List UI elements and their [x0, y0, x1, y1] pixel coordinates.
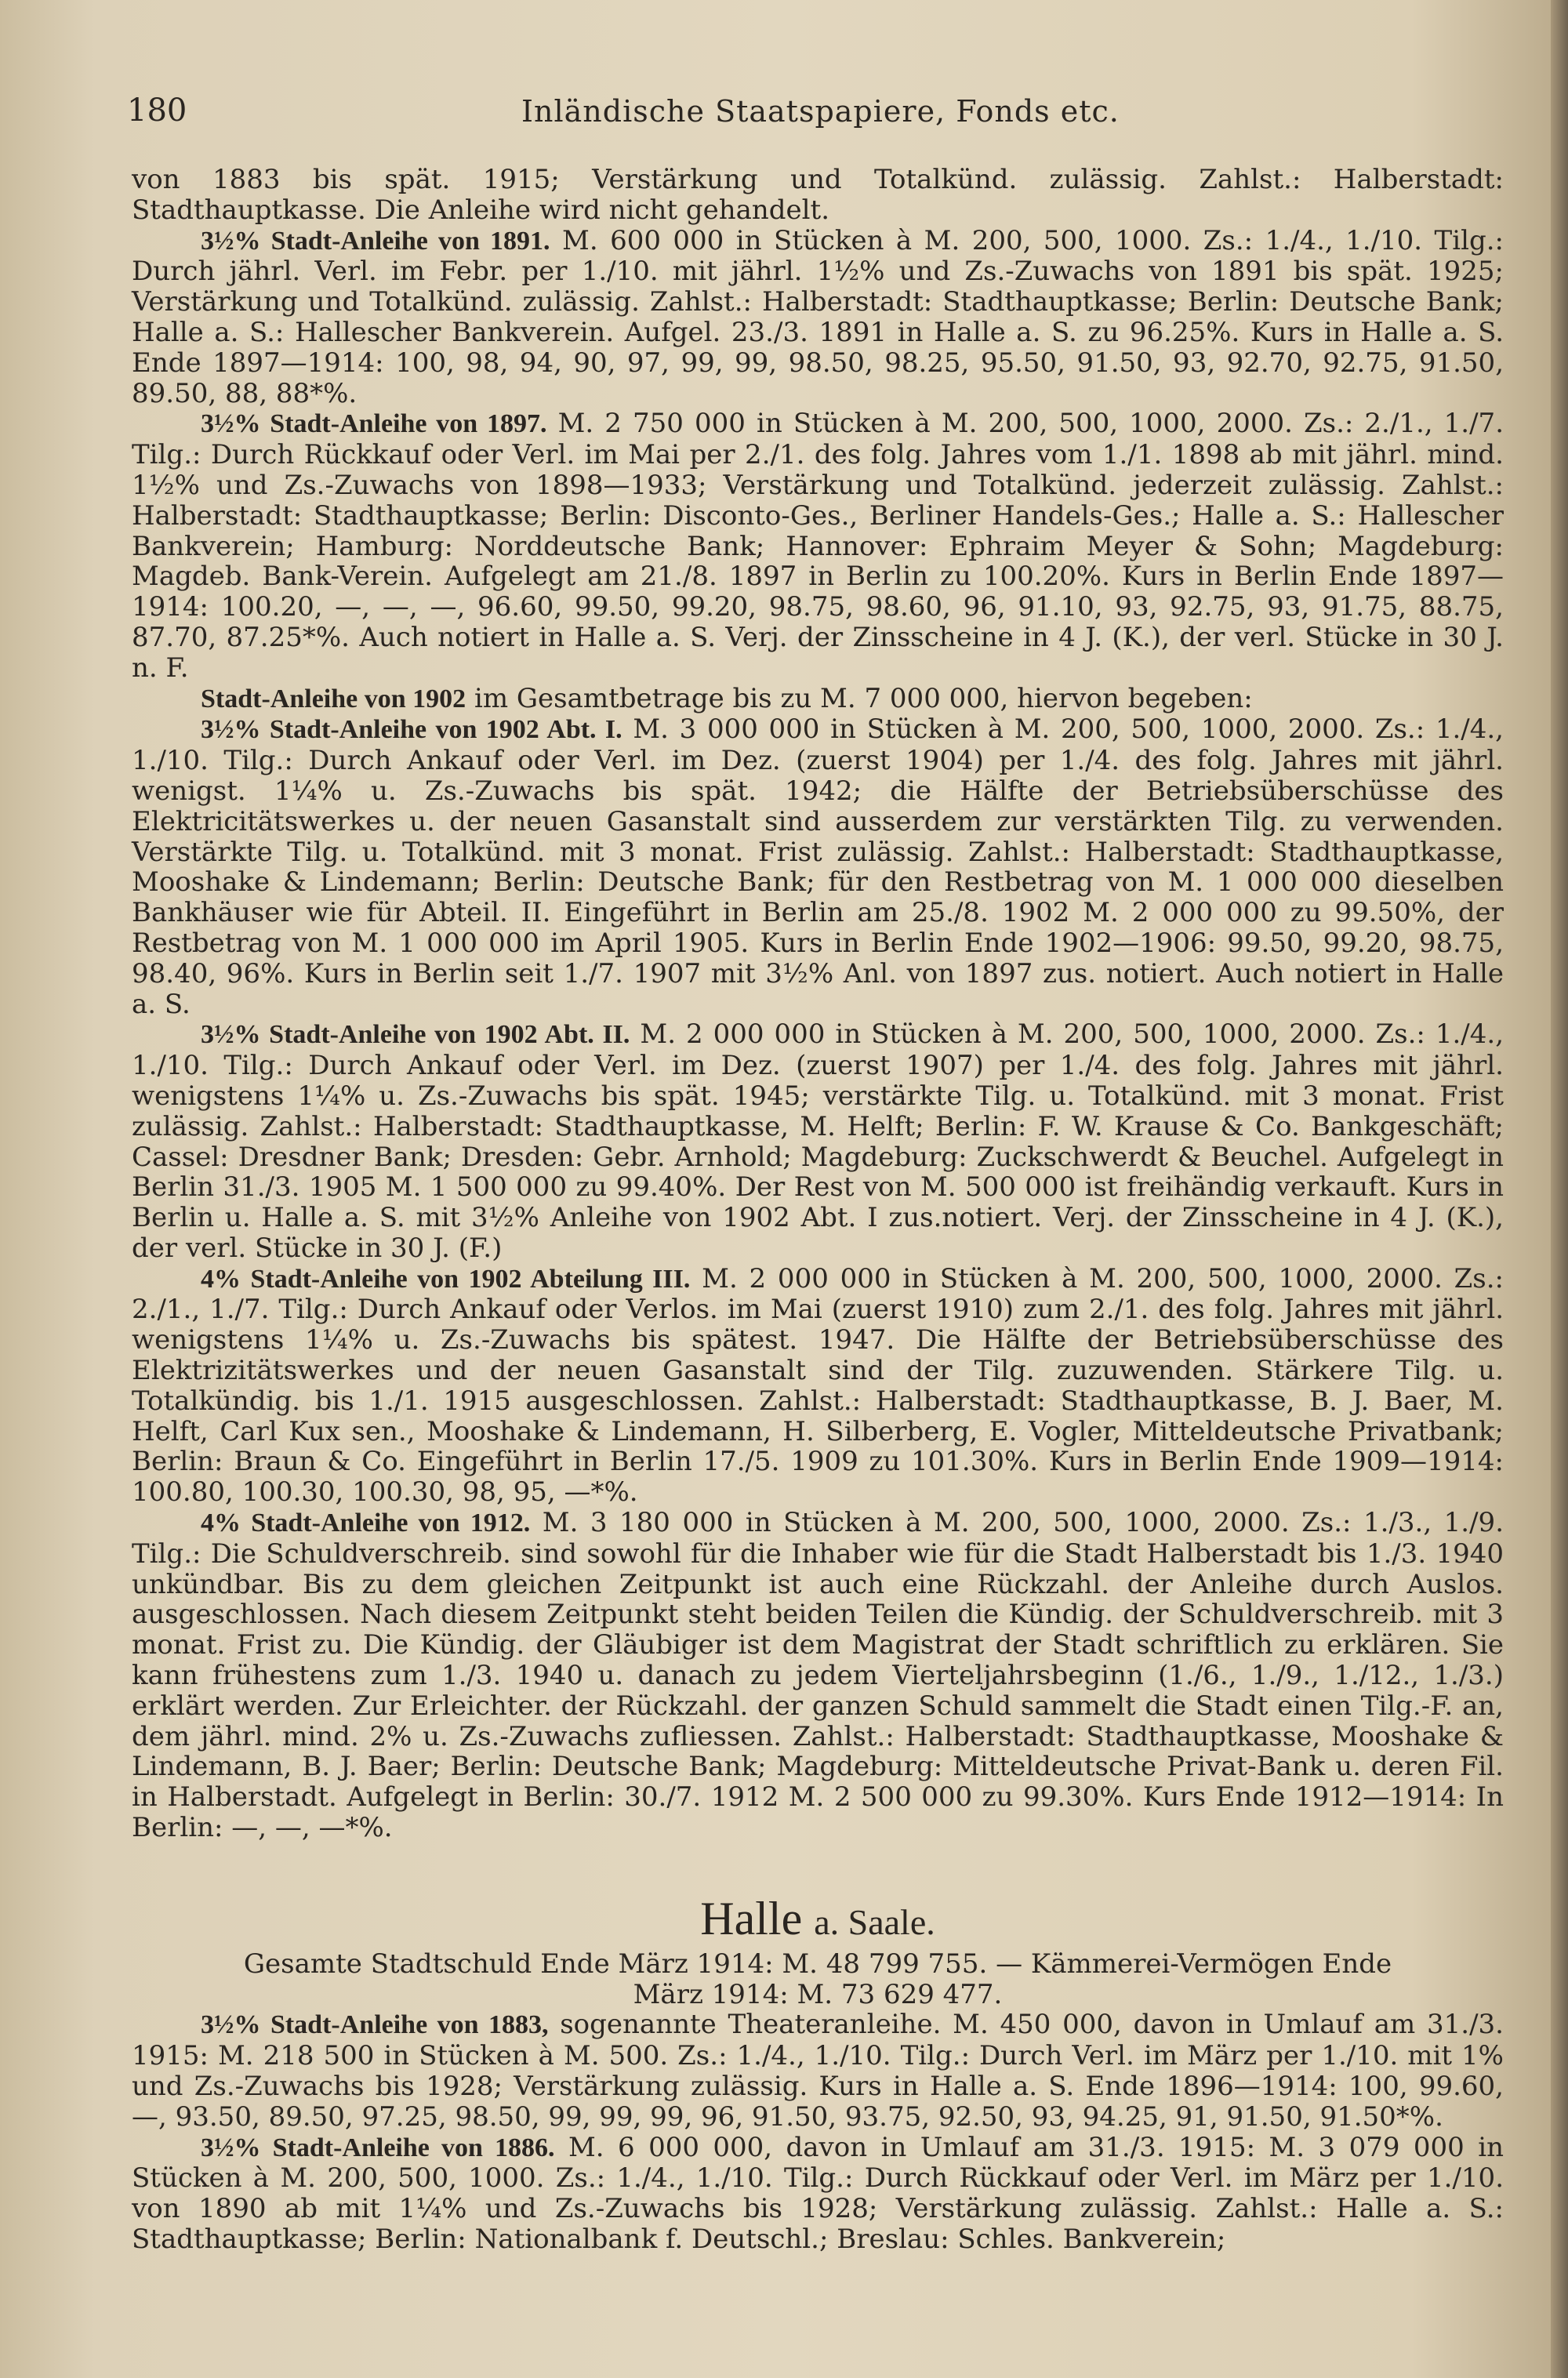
- entry-lead: Stadt-Anleihe von 1902: [201, 684, 466, 713]
- running-title: Inländische Staatspapiere, Fonds etc.: [521, 94, 1120, 129]
- entry-text: M. 2 000 000 in Stücken à M. 200, 500, 1000, 2000. Zs.: 1./4., 1./10. Tilg.: Durch Ankauf oder Verl. im Dez. (zuerst 1907) per 1./4. des folg. Jahres mit jährl. wenigstens 1¼% u. Zs.-Zuwachs bis spät. 1945; verstärkte Tilg. u. Totalkünd. mit 3 monat. Frist zulässig. Zahlst.: Halberstadt: Stadthauptkasse, M. Helft; Berlin: F. W. Krause & Co. Bankgeschäft; Cassel: Dresdner Bank; Dresden: Gebr. Arnhold; Magdeburg: Zuckschwerdt & Beuchel. Aufgelegt in Berlin 31./3. 1905 M. 1 500 000 zu 99.40%. Der Rest von M. 500 000 ist freihändig verkauft. Kurs in Berlin u. Halle a. S. mit 3½% Anleihe von 1902 Abt. I zus.notiert. Verj. der Zinsscheine in 4 J. (K.), der verl. Stücke in 30 J. (F.): [132, 1018, 1504, 1264]
- entry-text: M. 6 000 000, davon in Umlauf am 31./3. 1915: M. 3 079 000 in Stücken à M. 200, 500, 1000. Zs.: 1./4., 1./10. Tilg.: Durch Rückkauf oder Verl. im März per 1./10. von 1890 ab mit 1¼% und Zs.-Zuwachs bis 1928; Verstärkung zulässig. Zahlst.: Halle a. S.: Stadthauptkasse; Berlin: Nationalbank f. Deutschl.; Breslau: Schles. Bankverein;: [132, 2131, 1504, 2255]
- entry-lead: 4% Stadt-Anleihe von 1902 Abteilung III.: [201, 1264, 691, 1294]
- entry-paragraph: [132, 1264, 1504, 1508]
- entry-paragraph: [132, 226, 1504, 409]
- entry-text: im Gesamtbetrage bis zu M. 7 000 000, hiervon begeben:: [474, 682, 1253, 714]
- entry-lead: 3½% Stadt-Anleihe von 1883,: [201, 2010, 549, 2040]
- entry-paragraph: [132, 1019, 1504, 1263]
- entry-text: M. 2 000 000 in Stücken à M. 200, 500, 1000, 2000. Zs.: 2./1., 1./7. Tilg.: Durch Ankauf oder Verlos. im Mai (zuerst 1910) zum 2./1. des folg. Jahres mit jährl. wenigstens 1¼% u. Zs.-Zuwachs bis spätest. 1947. Die Hälfte der Betriebsüberschüsse des Elektrizitätswerkes und der neuen Gasanstalt sind der Tilg. zuzuwenden. Stärkere Tilg. u. Totalkündig. bis 1./1. 1915 ausgeschlossen. Zahlst.: Halberstadt: Stadthauptkasse, B. J. Baer, M. Helft, Carl Kux sen., Mooshake & Lindemann, H. Silberberg, E. Vogler, Mitteldeutsche Privatbank; Berlin: Braun & Co. Eingeführt in Berlin 17./5. 1909 zu 101.30%. Kurs in Berlin Ende 1909—1914: 100.80, 100.30, 100.30, 98, 95, —*%.: [132, 1262, 1504, 1508]
- entry-lead: 3½% Stadt-Anleihe von 1902 Abt. II.: [201, 1020, 630, 1050]
- text-column: [132, 165, 1504, 2360]
- entry-paragraph: [132, 684, 1504, 715]
- section-title-sub: a. Saale.: [814, 1901, 935, 1942]
- entry-lead: 3½% Stadt-Anleihe von 1891.: [201, 226, 550, 256]
- entry-continuation: [132, 165, 1504, 226]
- entry-paragraph: [132, 408, 1504, 683]
- entry-lead: 3½% Stadt-Anleihe von 1886.: [201, 2133, 555, 2162]
- entry-text: sogenannte Theateranleihe. M. 450 000, davon in Umlauf am 31./3. 1915: M. 218 500 in Stücken à M. 500. Zs.: 1./4., 1./10. Tilg.: Durch Verl. im März per 1./10. mit 1% und Zs.-Zuwachs bis 1928; Verstärkung zulässig. Kurs in Halle a. S. Ende 1896—1914: 100, 99.60, —, 93.50, 89.50, 97.25, 98.50, 99, 99, 99, 96, 91.50, 93.75, 92.50, 93, 94.25, 91, 91.50, 91.50*%.: [132, 2009, 1504, 2133]
- entry-paragraph: [132, 2010, 1504, 2132]
- entry-lead: 4% Stadt-Anleihe von 1912.: [201, 1508, 531, 1538]
- summary-line: Gesamte Stadtschuld Ende März 1914: M. 48 799 755. — Kämmerei-Vermögen Ende: [243, 1948, 1392, 1980]
- entry-text: M. 3 000 000 in Stücken à M. 200, 500, 1000, 2000. Zs.: 1./4., 1./10. Tilg.: Durch Ankauf oder Verl. im Dez. (zuerst 1904) per 1./4. des folg. Jahres mit jährl. wenigst. 1¼% u. Zs.-Zuwachs bis spät. 1942; die Hälfte der Betriebsüberschüsse des Elektricitätswerkes u. der neuen Gasanstalt sind ausserdem zur verstärkten Tilg. zu verwenden. Verstärkte Tilg. u. Totalkünd. mit 3 monat. Frist zulässig. Zahlst.: Halberstadt: Stadthauptkasse, Mooshake & Lindemann; Berlin: Deutsche Bank; für den Restbetrag von M. 1 000 000 dieselben Bankhäuser wie für Abteil. II. Eingeführt in Berlin am 25./8. 1902 M. 2 000 000 zu 99.50%, der Restbetrag von M. 1 000 000 im April 1905. Kurs in Berlin Ende 1902—1906: 99.50, 99.20, 98.75, 98.40, 96%. Kurs in Berlin seit 1./7. 1907 mit 3½% Anl. von 1897 zus. notiert. Auch notiert in Halle a. S.: [132, 713, 1504, 1020]
- entry-text: von 1883 bis spät. 1915; Verstärkung und Totalkünd. zulässig. Zahlst.: Halberstadt: Stadthauptkasse. Die Anleihe wird nicht gehandelt.: [132, 164, 1504, 226]
- entry-paragraph: [132, 1508, 1504, 1843]
- entry-text: M. 2 750 000 in Stücken à M. 200, 500, 1000, 2000. Zs.: 2./1., 1./7. Tilg.: Durch Rückkauf oder Verl. im Mai per 2./1. des folg. Jahres vom 1./1. 1898 ab mit jährl. mind. 1½% und Zs.-Zuwachs von 1898—1933; Verstärkung und Totalkünd. jederzeit zulässig. Zahlst.: Halberstadt: Stadthauptkasse; Berlin: Disconto-Ges., Berliner Handels-Ges.; Halle a. S.: Hallescher Bankverein; Hamburg: Norddeutsche Bank; Hannover: Ephraim Meyer & Sohn; Magdeburg: Magdeb. Bank-Verein. Aufgelegt am 21./8. 1897 in Berlin zu 100.20%. Kurs in Berlin Ende 1897—1914: 100.20, —, —, —, 96.60, 99.50, 99.20, 98.75, 98.60, 96, 91.10, 93, 92.75, 93, 91.75, 88.75, 87.70, 87.25*%. Auch notiert in Halle a. S. Verj. der Zinsscheine in 4 J. (K.), der verl. Stücke in 30 J. n. F.: [132, 408, 1504, 684]
- entry-text: M. 3 180 000 in Stücken à M. 200, 500, 1000, 2000. Zs.: 1./3., 1./9. Tilg.: Die Schuldverschreib. sind sowohl für die Inhaber wie für die Stadt Halberstadt bis 1./3. 1940 unkündbar. Bis zu dem gleichen Zeitpunkt ist auch eine Rückzahl. der Anleihe durch Auslos. ausgeschlossen. Nach diesem Zeitpunkt steht beiden Teilen die Kündig. der Schuldverschreib. mit 3 monat. Frist zu. Die Kündig. der Gläubiger ist dem Magistrat der Stadt schriftlich zu erklären. Sie kann frühestens zum 1./3. 1940 u. danach zu jedem Vierteljahrsbeginn (1./6., 1./9., 1./12., 1./3.) erklärt werden. Zur Erleichter. der Rückzahl. der ganzen Schuld sammelt die Stadt einen Tilg.-F. an, dem jährl. mind. 2% u. Zs.-Zuwachs zufliessen. Zahlst.: Halberstadt: Stadthauptkasse, Mooshake & Lindemann, B. J. Baer; Berlin: Deutsche Bank; Magdeburg: Mitteldeutsche Privat-Bank u. deren Fil. in Halberstadt. Aufgelegt in Berlin: 30./7. 1912 M. 2 500 000 zu 99.30%. Kurs Ende 1912—1914: In Berlin: —, —, —*%.: [132, 1507, 1504, 1844]
- entry-text: M. 600 000 in Stücken à M. 200, 500, 1000. Zs.: 1./4., 1./10. Tilg.: Durch jährl. Verl. im Febr. per 1./10. mit jährl. 1½% und Zs.-Zuwachs von 1891 bis spät. 1925; Verstärkung und Totalkünd. zulässig. Zahlst.: Halberstadt: Stadthauptkasse; Berlin: Deutsche Bank; Halle a. S.: Hallescher Bankverein. Aufgel. 23./3. 1891 in Halle a. S. zu 96.25%. Kurs in Halle a. S. Ende 1897—1914: 100, 98, 94, 90, 97, 99, 99, 98.50, 98.25, 95.50, 91.50, 93, 92.70, 92.75, 91.50, 89.50, 88, 88*%.: [132, 224, 1504, 409]
- page-number: 180: [127, 93, 187, 129]
- section-title-main: Halle: [700, 1892, 803, 1944]
- entry-paragraph: [132, 2133, 1504, 2255]
- page-edge-shadow: [1551, 0, 1568, 2378]
- summary-line: März 1914: M. 73 629 477.: [633, 1978, 1003, 2010]
- entry-lead: 3½% Stadt-Anleihe von 1902 Abt. I.: [201, 715, 622, 745]
- section-summary: [132, 1949, 1504, 2010]
- section-title: [132, 1892, 1504, 1946]
- entry-lead: 3½% Stadt-Anleihe von 1897.: [201, 409, 547, 439]
- entry-paragraph: [132, 714, 1504, 1019]
- page-header: [94, 93, 1505, 140]
